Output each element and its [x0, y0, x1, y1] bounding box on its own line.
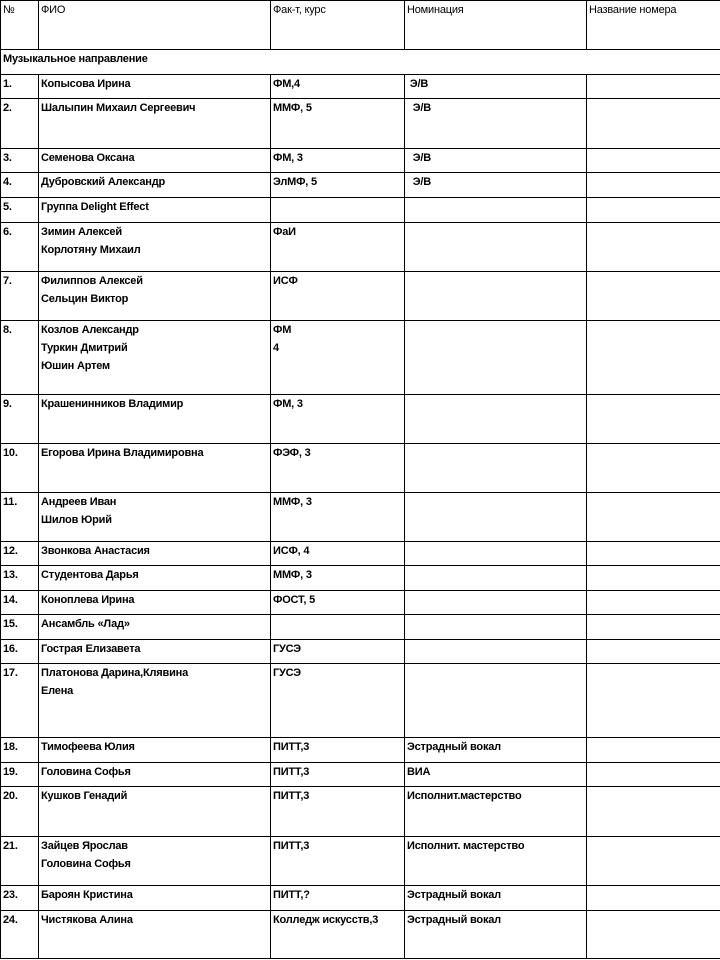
participant-name: Чистякова Алина [41, 914, 133, 926]
header-num: № [1, 1, 39, 50]
table-row [1, 591, 720, 615]
row-faculty [271, 911, 405, 959]
row-num: 18. [1, 738, 39, 763]
table-row [1, 321, 720, 395]
table-row [1, 444, 720, 493]
row-num: 23. [1, 886, 39, 911]
row-faculty [271, 173, 405, 198]
faculty-course: ФОСТ, 5 [273, 594, 316, 606]
row-faculty [271, 493, 405, 542]
participant-name: Студентова Дарья [41, 569, 139, 581]
row-title [587, 640, 720, 664]
row-num: 8. [1, 321, 39, 395]
table-row [1, 149, 720, 173]
row-nomination [405, 198, 587, 223]
row-faculty [271, 591, 405, 615]
row-name [39, 75, 271, 99]
row-name [39, 886, 271, 911]
table-row [1, 837, 720, 886]
row-title [587, 272, 720, 321]
participant-name: Кушков Генадий [41, 790, 128, 802]
row-title [587, 837, 720, 886]
row-faculty [271, 321, 405, 395]
row-faculty [271, 542, 405, 566]
faculty-course: ФМ [273, 324, 292, 336]
row-nomination: Исполнит.мастерство [405, 787, 587, 837]
row-nomination [405, 542, 587, 566]
row-nomination [405, 640, 587, 664]
table-row [1, 272, 720, 321]
row-name [39, 542, 271, 566]
row-faculty [271, 223, 405, 272]
row-name [39, 173, 271, 198]
row-name [39, 272, 271, 321]
participant-name: Егорова Ирина Владимировна [41, 447, 204, 459]
table-row [1, 886, 720, 911]
participant-name: Крашенинников Владимир [41, 398, 184, 410]
participant-name: Юшин Артем [41, 360, 110, 372]
row-nomination: Эстрадный вокал [405, 886, 587, 911]
row-faculty [271, 395, 405, 444]
row-nomination [405, 272, 587, 321]
row-nomination [405, 615, 587, 640]
faculty-course: ФМ,4 [273, 78, 300, 90]
participant-name: Козлов Александр [41, 324, 139, 336]
row-name [39, 198, 271, 223]
participant-name: Копысова Ирина [41, 78, 131, 90]
table-row [1, 763, 720, 787]
header-faculty: Фак-т, курс [271, 1, 405, 50]
participant-name: Туркин Дмитрий [41, 342, 128, 354]
row-faculty [271, 444, 405, 493]
row-title [587, 198, 720, 223]
participant-name: Тимофеева Юлия [41, 741, 135, 753]
table-row [1, 542, 720, 566]
row-title [587, 566, 720, 591]
row-faculty [271, 198, 405, 223]
participant-name: Платонова Дарина,Клявина [41, 667, 188, 679]
faculty-course: Колледж искусств,3 [273, 914, 379, 926]
row-num: 16. [1, 640, 39, 664]
row-nomination: Эстрадный вокал [405, 738, 587, 763]
table-row [1, 911, 720, 959]
row-name [39, 591, 271, 615]
faculty-course: ММФ, 3 [273, 496, 312, 508]
row-num: 11. [1, 493, 39, 542]
row-title [587, 615, 720, 640]
participant-name: Бароян Кристина [41, 889, 133, 901]
table-row [1, 173, 720, 198]
row-name [39, 149, 271, 173]
row-name [39, 837, 271, 886]
participant-name: Зайцев Ярослав [41, 840, 128, 852]
faculty-course: ПИТТ,? [273, 889, 310, 901]
row-num: 6. [1, 223, 39, 272]
row-nomination: Эстрадный вокал [405, 911, 587, 959]
row-faculty [271, 763, 405, 787]
row-faculty [271, 664, 405, 738]
table-row [1, 99, 720, 149]
row-title [587, 75, 720, 99]
faculty-course: ПИТТ,3 [273, 766, 310, 778]
row-title [587, 542, 720, 566]
participant-name: Звонкова Анастасия [41, 545, 150, 557]
row-faculty [271, 75, 405, 99]
row-name [39, 223, 271, 272]
row-nomination [405, 591, 587, 615]
header-name: ФИО [39, 1, 271, 50]
participant-name: Ансамбль «Лад» [41, 618, 130, 630]
table-row [1, 664, 720, 738]
row-faculty [271, 615, 405, 640]
row-faculty [271, 566, 405, 591]
faculty-course: ГУСЭ [273, 667, 301, 679]
row-name [39, 566, 271, 591]
row-name [39, 787, 271, 837]
table-row [1, 738, 720, 763]
participant-name: Семенова Оксана [41, 152, 135, 164]
row-title [587, 99, 720, 149]
row-num: 21. [1, 837, 39, 886]
faculty-course: ЭлМФ, 5 [273, 176, 317, 188]
row-nomination: ВИА [405, 763, 587, 787]
row-num: 19. [1, 763, 39, 787]
faculty-course: ММФ, 3 [273, 569, 312, 581]
table-row [1, 198, 720, 223]
row-nomination: Э/В [405, 173, 587, 198]
row-num: 13. [1, 566, 39, 591]
row-nomination: Э/В [405, 149, 587, 173]
row-num: 17. [1, 664, 39, 738]
participant-name: Шилов Юрий [41, 514, 112, 526]
row-title [587, 321, 720, 395]
row-nomination: Э/В [405, 75, 587, 99]
table-row [1, 640, 720, 664]
row-num: 2. [1, 99, 39, 149]
row-faculty [271, 837, 405, 886]
table-row [1, 787, 720, 837]
row-num: 14. [1, 591, 39, 615]
row-num: 3. [1, 149, 39, 173]
participant-name: Филиппов Алексей [41, 275, 143, 287]
row-name [39, 640, 271, 664]
faculty-course: ФМ, 3 [273, 398, 303, 410]
row-num: 12. [1, 542, 39, 566]
faculty-course: ПИТТ,3 [273, 741, 310, 753]
row-nomination [405, 223, 587, 272]
table-row [1, 75, 720, 99]
participant-name: Головина Софья [41, 766, 131, 778]
row-num: 1. [1, 75, 39, 99]
participant-name: Сельцин Виктор [41, 293, 129, 305]
row-nomination [405, 395, 587, 444]
row-name [39, 493, 271, 542]
row-num: 9. [1, 395, 39, 444]
row-num: 7. [1, 272, 39, 321]
header-nomination: Номинация [405, 1, 587, 50]
row-name [39, 444, 271, 493]
row-name [39, 911, 271, 959]
row-faculty [271, 787, 405, 837]
header-row [1, 1, 720, 50]
section-row [1, 50, 720, 75]
row-nomination [405, 444, 587, 493]
faculty-course: 4 [273, 342, 279, 354]
participant-name: Андреев Иван [41, 496, 117, 508]
faculty-course: ПИТТ,3 [273, 840, 310, 852]
row-num: 24. [1, 911, 39, 959]
row-faculty [271, 149, 405, 173]
participant-name: Шалыпин Михаил Сергеевич [41, 102, 196, 114]
row-nomination [405, 566, 587, 591]
table-row [1, 566, 720, 591]
participant-name: Корлотяну Михаил [41, 244, 141, 256]
row-faculty [271, 886, 405, 911]
row-title [587, 664, 720, 738]
participant-name: Группа Delight Effect [41, 201, 149, 213]
row-nomination [405, 321, 587, 395]
table-row [1, 223, 720, 272]
table-row [1, 615, 720, 640]
row-name [39, 664, 271, 738]
faculty-course: ПИТТ,3 [273, 790, 310, 802]
participant-name: Зимин Алексей [41, 226, 122, 238]
faculty-course: ИСФ, 4 [273, 545, 310, 557]
row-num: 20. [1, 787, 39, 837]
row-title [587, 886, 720, 911]
row-num: 10. [1, 444, 39, 493]
row-name [39, 615, 271, 640]
row-title [587, 493, 720, 542]
row-title [587, 223, 720, 272]
row-title [587, 763, 720, 787]
row-faculty [271, 99, 405, 149]
row-title [587, 911, 720, 959]
row-name [39, 763, 271, 787]
row-name [39, 738, 271, 763]
participant-name: Коноплева Ирина [41, 594, 135, 606]
row-title [587, 444, 720, 493]
row-title [587, 395, 720, 444]
row-faculty [271, 640, 405, 664]
faculty-course: ФЭФ, 3 [273, 447, 311, 459]
row-num: 15. [1, 615, 39, 640]
section-title: Музыкальное направление [1, 50, 720, 75]
faculty-course: ГУСЭ [273, 643, 301, 655]
participant-name: Елена [41, 685, 74, 697]
row-title [587, 787, 720, 837]
participant-name: Дубровский Александр [41, 176, 165, 188]
row-name [39, 395, 271, 444]
row-faculty [271, 738, 405, 763]
row-faculty [271, 272, 405, 321]
faculty-course: ММФ, 5 [273, 102, 312, 114]
participant-name: Головина Софья [41, 858, 131, 870]
row-name [39, 99, 271, 149]
participant-name: Гострая Елизавета [41, 643, 141, 655]
header-title: Название номера [587, 1, 720, 50]
row-nomination: Э/В [405, 99, 587, 149]
faculty-course: ИСФ [273, 275, 298, 287]
row-title [587, 738, 720, 763]
row-title [587, 173, 720, 198]
row-nomination: Исполнит. мастерство [405, 837, 587, 886]
row-num: 4. [1, 173, 39, 198]
row-nomination [405, 493, 587, 542]
row-num: 5. [1, 198, 39, 223]
table-row [1, 395, 720, 444]
table-body [1, 50, 720, 959]
faculty-course: ФМ, 3 [273, 152, 303, 164]
row-name [39, 321, 271, 395]
row-title [587, 149, 720, 173]
row-title [587, 591, 720, 615]
row-nomination [405, 664, 587, 738]
faculty-course: ФаИ [273, 226, 296, 238]
table-row [1, 493, 720, 542]
